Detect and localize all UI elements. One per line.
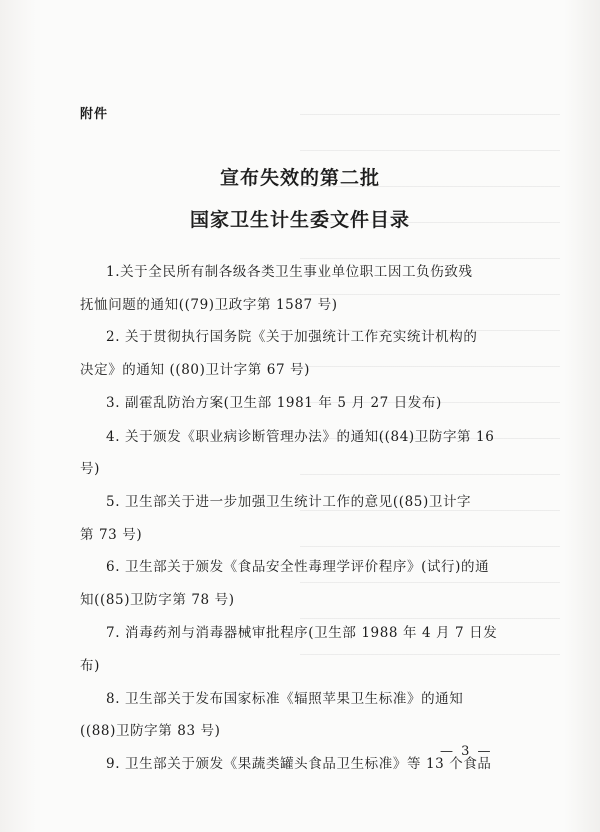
- document-title-line-1: 宣布失效的第二批: [219, 167, 380, 189]
- entry-6-line-2: 知((85)卫防字第 78 号): [80, 592, 235, 608]
- entry-8-line-1: 8. 卫生部关于发布国家标准《辐照苹果卫生标准》的通知: [106, 691, 464, 707]
- entry-4-line-2: 号): [80, 461, 100, 477]
- entry-8-line-2: ((88)卫防字第 83 号): [80, 723, 221, 739]
- entry-6-line-1: 6. 卫生部关于颁发《食品安全性毒理学评价程序》(试行)的通: [106, 559, 490, 575]
- entry-5-line-2: 第 73 号): [80, 527, 143, 543]
- entry-7-line-1: 7. 消毒药剂与消毒器械审批程序(卫生部 1988 年 4 月 7 日发: [106, 625, 498, 641]
- attachment-label: 附件: [80, 107, 109, 122]
- entry-2-line-2: 决定》的通知 ((80)卫计字第 67 号): [80, 362, 310, 378]
- page-number: — 3 —: [440, 744, 493, 759]
- entry-5-line-1: 5. 卫生部关于进一步加强卫生统计工作的意见((85)卫计字: [106, 494, 472, 510]
- entry-3-line-1: 3. 副霍乱防治方案(卫生部 1981 年 5 月 27 日发布): [106, 395, 442, 411]
- entry-1-line-1: 1.关于全民所有制各级各类卫生事业单位职工因工负伤致残: [106, 264, 473, 280]
- entry-4-line-1: 4. 关于颁发《职业病诊断管理办法》的通知((84)卫防字第 16: [106, 429, 495, 445]
- entry-2-line-1: 2. 关于贯彻执行国务院《关于加强统计工作充实统计机构的: [106, 329, 478, 345]
- entry-9-line-1: 9. 卫生部关于颁发《果蔬类罐头食品卫生标准》等 13 个食品: [106, 756, 492, 772]
- entry-7-line-2: 布): [80, 658, 100, 674]
- entry-1-line-2: 抚恤问题的通知((79)卫政字第 1587 号): [80, 297, 338, 313]
- document-title-line-2: 国家卫生计生委文件目录: [189, 209, 410, 231]
